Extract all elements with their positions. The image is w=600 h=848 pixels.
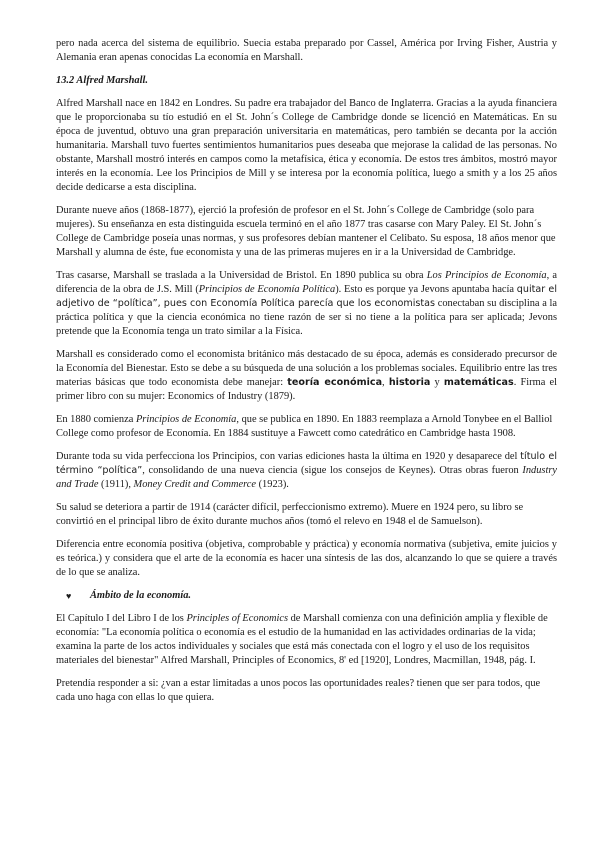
book-title: Money Credit and Commerce	[133, 479, 256, 490]
paragraph-editions: Durante toda su vida perfecciona los Principios, con varias ediciones hasta la última en 1920 y desaparece del título el término “política”, consolidando de una nueva ciencia (sigue los consejos de Keynes). Otras obras fueron Industry and Trade (1911), Money Credit and Commerce (1923).	[56, 451, 557, 490]
paragraph-definition: El Capítulo I del Libro I de los Principles of Economics de Marshall comienza con una definición amplia y flexible de economía: "La economía política o economía es el estudio de la humanidad en las actividades ordinarias de la vida; examina la parte de los actos individuales y sociales que está más conectada con el logro y el uso de los requisitos materiales del bienestar" Alfred Marshall, Principles of Economics, 8' ed [1920], Londres, Macmillan, 1948, pág. I.	[56, 613, 548, 666]
sans-fragment: quitar el adjetivo de “política”, pues con Economía Política parecía que los economistas	[56, 284, 557, 309]
paragraph-question: Pretendía responder a si: ¿van a estar limitadas a unos pocos las oportunidades reales? tienen que ser para todos, que cada uno haga con ellas lo que quiera.	[56, 678, 541, 703]
paragraph-teaching: Durante nueve años (1868-1877), ejerció la profesión de profesor en el St. John´s College de Cambridge (solo para mujeres). Su enseñanza en esta distinguida escuela terminó en el año 1877 tras casarse con Mary Paley. El St. John´s College de Cambridge poseía unas normas, y sus profesores debían mantener el Celibato. Su esposa, 18 años menor que Marshall y alumna de éste, fue economista y una de las primeras mujeres en ir a la Universidad de Cambridge.	[56, 205, 556, 258]
paragraph-intro: pero nada acerca del sistema de equilibrio. Suecia estaba preparado por Cassel, América por Irving Fisher, Austria y Alemania eran apenas conocidas La economía en Marshall.	[56, 38, 557, 63]
book-title: Los Principios de Economía	[426, 270, 547, 281]
section-heading: 13.2 Alfred Marshall.	[56, 75, 148, 86]
paragraph-health: Su salud se deteriora a partir de 1914 (carácter difícil, perfeccionismo extremo). Muere en 1924 pero, su libro se convirtió en el principal libro de éxito durante muchos años (tomó el relevo en 1948 el de Samuelson).	[56, 502, 524, 527]
book-title: Principles of Economics	[186, 613, 289, 624]
paragraph-principles: En 1880 comienza Principios de Economía, que se publica en 1890. En 1883 reemplaza a Arnold Tonybee en el Balliol College como profesor de Economía. En 1884 sustituye a Fawcett como catedrático en Cambridge hasta 1908.	[56, 414, 553, 439]
paragraph-welfare: Marshall es considerado como el economista británico más destacado de su época, además es considerado precursor de la Economía del Bienestar. Esto se debe a su búsqueda de una solución a los problemas sociales. Equilibrio entre las tres materias básicas que todo economista debe manejar: teoría económica, historia y matemáticas. Firma el primer libro con su mujer: Economics of Industry (1879).	[56, 349, 557, 402]
sans-fragment: título el término “política”	[56, 451, 557, 476]
paragraph-bristol: Tras casarse, Marshall se traslada a la Universidad de Bristol. En 1890 publica su obra Los Principios de Economía, a diferencia de la obra de J.S. Mill (Principios de Economía Política). Esto es porque ya Jevons apuntaba hacía quitar el adjetivo de “política”, pues con Economía Política parecía que los economistas conectaban su disciplina a la práctica política y que la ciencia económica no tiene razón de ser si no tiene a la política para ser aplicada; Jevons pretende que la Economía tenga un trato similar a la Física.	[56, 270, 558, 337]
bold-term: teoría económica	[287, 377, 383, 388]
paragraph-biography: Alfred Marshall nace en 1842 en Londres. Su padre era trabajador del Banco de Inglaterra. Gracias a la ayuda financiera que le proporcionaba su tío estudió en el St. John´s College de Cambridge donde se licenció en Matemáticas. En su época de juventud, obtuvo una gran preparación universitaria en matemáticas, pero también se decanta por la acción humanitaria. Marshall tuvo fuertes sentimientos humanitarios pues deseaba que mejorase la calidad de las personas. No obstante, Marshall mostró interés en campos como la metafísica, ética y economía. De estos tres ámbitos, mostró mayor interés en la economía. Lee los Principios de Mill y se interesa por la economía política, luego a smith y a los 25 años decide dedicarse a esta disciplina.	[56, 98, 557, 193]
book-title: Industry and Trade	[56, 465, 557, 490]
heart-bullet-icon: ♥	[66, 591, 72, 601]
book-title: Principios de Economía Política	[198, 284, 336, 295]
book-title: Principios de Economía	[135, 414, 237, 425]
bullet-item	[56, 589, 557, 603]
paragraph-positive-normative: Diferencia entre economía positiva (objetiva, comprobable y práctica) y economía normativa (subjetiva, emite juicios y es teórica.) y considera que el arte de la economía es hacer una síntesis de las dos, alcanzando lo que se quiere a través de lo que se analiza.	[56, 539, 557, 578]
bold-term: historia	[388, 377, 431, 388]
bullet-label: Ámbito de la economía.	[90, 590, 192, 601]
bold-term: matemáticas	[443, 377, 514, 388]
